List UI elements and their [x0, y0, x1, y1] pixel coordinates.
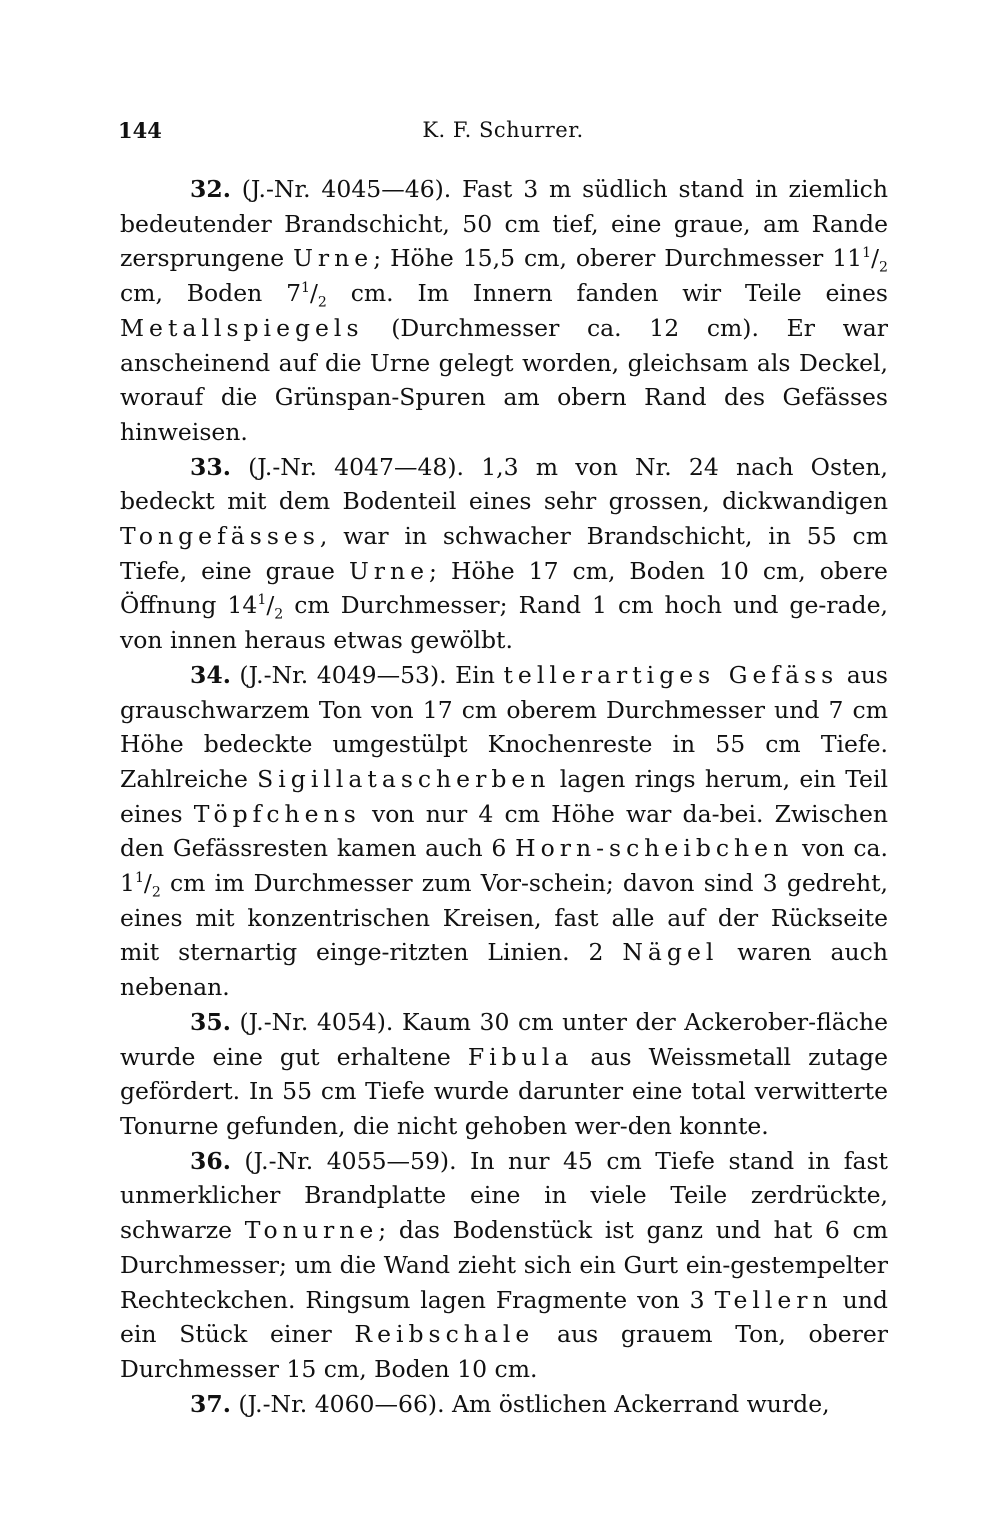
page-number: 144: [118, 118, 162, 143]
entry-text: lagen rings herum, ein Teil eines: [120, 764, 888, 828]
entry-text: 1,3 m von Nr. 24 nach Osten, bedeckt mit dem Bodenteil eines sehr grossen, dickwandigen: [120, 452, 888, 516]
spaced-term: Tonurne: [244, 1216, 379, 1245]
entry-number: 32.: [190, 175, 231, 203]
entry-number: 35.: [190, 1007, 231, 1036]
entry-37: [120, 1387, 888, 1422]
entry-text: und ein Stück einer: [120, 1285, 888, 1349]
entry-34: 34. (J.-Nr. 4049—53). Ein tellerartiges Gefäss aus grauschwarzem Ton von 17 cm oberem Durchmesser und 7 cm Höhe bedeckte umgestülpt Knochenreste in 55 cm Tiefe. Zahlreiche Sigillatascherben lagen rings herum, ein Teil eines Töpfchens von nur 4 cm Höhe war da-bei. Zwischen den Gefässresten kamen auch 6 Horn-scheibchen von ca. $1^1/_2$ cm im Durchmesser zum Vor-schein; davon sind 3 gedreht, eines mit konzentrischen Kreisen, fast alle auf der Rückseite mit sternartig einge-ritzten Linien. 2 Nägel waren auch nebenan.: [120, 660, 888, 1002]
entry-35: [120, 1005, 888, 1144]
entry-text: Ein: [455, 660, 495, 689]
page-header: [118, 118, 888, 148]
fraction-numerator: 1: [301, 280, 310, 297]
entry-text: von ca. 1: [120, 834, 888, 898]
fraction-numerator: 1: [257, 592, 267, 609]
entry-text: ; das Bodenstück ist ganz und hat 6 cm Durchmesser; um die Wand zieht sich ein Gurt ein-gestempelter Rechteckchen. Ringsum lagen Fragmente von 3: [120, 1216, 888, 1314]
spaced-term: Urne: [293, 244, 374, 273]
journal-ref: (J.-Nr. 4060—66).: [238, 1389, 445, 1418]
spaced-term: Töpfchens: [193, 799, 361, 828]
journal-ref: (J.-Nr. 4045—46).: [241, 175, 452, 203]
entry-text: aus grauem Ton, oberer Durchmesser 15 cm, Boden 10 cm.: [120, 1320, 888, 1383]
spaced-term: Nägel: [622, 938, 719, 967]
entry-text: ; Höhe 17 cm, Boden 10 cm, obere Öffnung 14: [120, 556, 888, 620]
fraction-numerator: 1: [862, 245, 872, 262]
entry-text: Fast 3 m südlich stand in ziemlich bedeutender Brandschicht, 50 cm tief, eine graue, am Rande zersprungene: [120, 175, 888, 273]
entry-33: 33. (J.-Nr. 4047—48). 1,3 m von Nr. 24 nach Osten, bedeckt mit dem Bodenteil eines sehr grossen, dickwandigen Tongefässes, war in schwacher Brandschicht, in 55 cm Tiefe, eine graue Urne; Höhe 17 cm, Boden 10 cm, obere Öffnung $14^1/_2$ cm Durchmesser; Rand 1 cm hoch und ge-rade, von innen heraus etwas gewölbt.: [120, 452, 888, 655]
entry-36: [120, 1144, 888, 1387]
journal-ref: (J.-Nr. 4047—48).: [248, 452, 465, 481]
entry-text: aus Weissmetall zutage gefördert. In 55 cm Tiefe wurde darunter eine total verwitterte Tonurne gefunden, die nicht gehoben wer-den konnte.: [120, 1042, 888, 1140]
entry-text: cm Durchmesser; Rand 1 cm hoch und ge-rade, von innen heraus etwas gewölbt.: [120, 591, 888, 655]
spaced-term: Urne: [348, 556, 430, 585]
entry-number: 36.: [190, 1146, 231, 1175]
fraction-numerator: 1: [134, 870, 144, 887]
entry-text: Kaum 30 cm unter der Ackerober-fläche wurde eine gut erhaltene: [120, 1007, 888, 1071]
fraction-denominator: 2: [151, 884, 161, 901]
journal-ref: (J.-Nr. 4054).: [239, 1007, 394, 1036]
entry-text: cm. Im Innern fanden wir Teile eines: [350, 279, 888, 308]
entry-number: 34.: [190, 660, 231, 689]
spaced-term: Metallspiegels: [120, 313, 364, 342]
entry-text: (Durchmesser ca. 12 cm). Er war anscheinend auf die Urne gelegt worden, gleichsam als Deckel, worauf die Grünspan-Spuren am obern Rand des Gefässes hinweisen.: [120, 313, 888, 446]
journal-ref: (J.-Nr. 4055—59).: [244, 1146, 457, 1175]
entry-text: von nur 4 cm Höhe war da-bei. Zwischen den Gefässresten kamen auch 6: [120, 799, 888, 863]
spaced-term: Tellern: [714, 1285, 833, 1314]
entry-32: 32. (J.-Nr. 4045—46). Fast 3 m südlich stand in ziemlich bedeutender Brandschicht, 50 cm tief, eine graue, am Rande zersprungene Urne; Höhe 15,5 cm, oberer Durchmesser $11^1/_2$ cm, Boden $7^1/_2$ cm. Im Innern fanden wir Teile eines Metallspiegels (Durchmesser ca. 12 cm). Er war anscheinend auf die Urne gelegt worden, gleichsam als Deckel, worauf die Grünspan-Spuren am obern Rand des Gefässes hinweisen.: [120, 175, 888, 446]
spaced-term: tellerartiges Gefäss: [503, 660, 839, 689]
entry-text: Am östlichen Ackerrand wurde,: [452, 1389, 830, 1418]
spaced-term: Fibula: [467, 1042, 574, 1071]
entry-text: aus grauschwarzem Ton von 17 cm oberem Durchmesser und 7 cm Höhe bedeckte umgestülpt Knochenreste in 55 cm Tiefe. Zahlreiche: [120, 660, 888, 793]
fraction-denominator: 2: [317, 294, 327, 311]
fraction-denominator: 2: [879, 260, 888, 277]
running-head: K. F. Schurrer.: [422, 118, 584, 142]
body-text: [120, 172, 888, 1421]
spaced-term: Tongefässes: [120, 522, 320, 551]
journal-ref: (J.-Nr. 4049—53).: [239, 660, 447, 689]
spaced-term: Horn-scheibchen: [515, 834, 794, 863]
entry-number: 33.: [190, 452, 231, 481]
entry-text: cm im Durchmesser zum Vor-schein; davon sind 3 gedreht, eines mit konzentrischen Kreisen, fast alle auf der Rückseite mit sternartig einge-ritzten Linien. 2: [120, 869, 888, 967]
entry-text: cm, Boden 7: [120, 279, 302, 308]
entry-text: ; Höhe 15,5 cm, oberer Durchmesser 11: [373, 244, 863, 273]
spaced-term: Reibschale: [354, 1320, 535, 1349]
entry-text: waren auch nebenan.: [120, 938, 888, 1002]
spaced-term: Sigillatascherben: [257, 764, 551, 793]
entry-text: In nur 45 cm Tiefe stand in fast unmerklicher Brandplatte eine in viele Teile zerdrückte, schwarze: [120, 1146, 888, 1245]
fraction-denominator: 2: [274, 607, 284, 624]
entry-number: 37.: [190, 1389, 231, 1418]
entry-text: , war in schwacher Brandschicht, in 55 cm Tiefe, eine graue: [120, 522, 888, 585]
